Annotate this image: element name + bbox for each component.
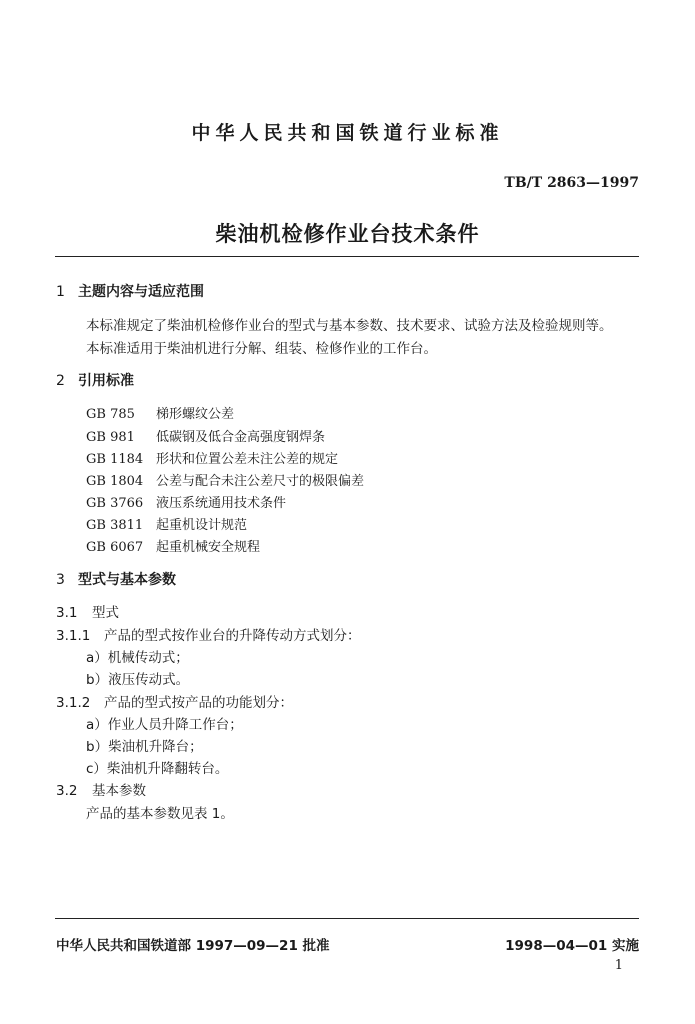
subsection-3-2 — [56, 779, 146, 799]
section-1-title: 主题内容与适应范围 — [78, 284, 204, 300]
reference-item — [86, 403, 234, 422]
footer-divider — [55, 918, 639, 919]
section-3-title: 型式与基本参数 — [78, 572, 176, 588]
reference-name: 公差与配合未注公差尺寸的极限偏差 — [156, 474, 365, 489]
subsection-3-2-text: 产品的基本参数见表 1。 — [86, 806, 234, 822]
subsection-3-1-number: 3.1 — [56, 605, 78, 621]
subsection-3-1-2-text: 产品的型式按产品的功能划分： — [104, 695, 293, 711]
reference-item — [86, 470, 364, 489]
reference-code: GB 1184 — [86, 452, 144, 467]
subsection-3-2-number: 3.2 — [56, 783, 78, 799]
reference-name: 梯形螺纹公差 — [156, 407, 235, 422]
subsection-3-1-title: 型式 — [92, 605, 119, 621]
reference-name: 形状和位置公差未注公差的规定 — [156, 452, 339, 467]
section-1-heading — [56, 281, 204, 301]
list-item: c）柴油机升降翻转台。 — [86, 761, 229, 777]
reference-code: GB 1804 — [86, 474, 144, 489]
list-item: b）液压传动式。 — [86, 672, 190, 688]
reference-code: GB 3811 — [86, 518, 144, 533]
subsection-3-1-2 — [56, 691, 293, 711]
approval-line: 中华人民共和国铁道部 1997—09—21 批准 — [56, 938, 330, 954]
reference-name: 起重机械安全规程 — [156, 540, 261, 555]
reference-item — [86, 536, 260, 555]
reference-item — [86, 514, 247, 533]
document-title: 柴油机检修作业台技术条件 — [215, 222, 480, 246]
section-2-number: 2 — [56, 373, 65, 389]
reference-item — [86, 492, 286, 511]
effective-date: 1998—04—01 实施 — [505, 938, 639, 954]
reference-code: GB 6067 — [86, 540, 144, 555]
reference-code: GB 785 — [86, 407, 135, 422]
reference-name: 起重机设计规范 — [156, 518, 248, 533]
standard-code: TB/T 2863—1997 — [504, 175, 639, 191]
section-2-heading — [56, 370, 134, 390]
reference-name: 液压系统通用技术条件 — [156, 496, 287, 511]
issuing-authority-title: 中华人民共和国铁道行业标准 — [191, 122, 504, 144]
subsection-3-1-1-text: 产品的型式按作业台的升降传动方式划分： — [104, 628, 361, 644]
reference-code: GB 3766 — [86, 496, 144, 511]
section-1-number: 1 — [56, 284, 65, 300]
section-1-paragraph-1: 本标准规定了柴油机检修作业台的型式与基本参数、技术要求、试验方法及检验规则等。 — [86, 318, 613, 334]
section-3-number: 3 — [56, 572, 65, 588]
subsection-3-1-1 — [56, 624, 361, 644]
list-item: b）柴油机升降台； — [86, 739, 203, 755]
section-1-paragraph-2: 本标准适用于柴油机进行分解、组装、检修作业的工作台。 — [86, 341, 437, 357]
reference-item — [86, 426, 325, 445]
title-divider — [55, 256, 639, 257]
page-number: 1 — [614, 958, 623, 973]
reference-item — [86, 448, 338, 467]
reference-code: GB 981 — [86, 430, 135, 445]
section-3-heading — [56, 569, 176, 589]
subsection-3-1-2-number: 3.1.2 — [56, 695, 91, 711]
reference-name: 低碳钢及低合金高强度钢焊条 — [156, 430, 326, 445]
subsection-3-1 — [56, 601, 119, 621]
subsection-3-2-title: 基本参数 — [92, 783, 146, 799]
list-item: a）作业人员升降工作台； — [86, 717, 243, 733]
list-item: a）机械传动式； — [86, 650, 189, 666]
section-2-title: 引用标准 — [78, 373, 134, 389]
subsection-3-1-1-number: 3.1.1 — [56, 628, 91, 644]
